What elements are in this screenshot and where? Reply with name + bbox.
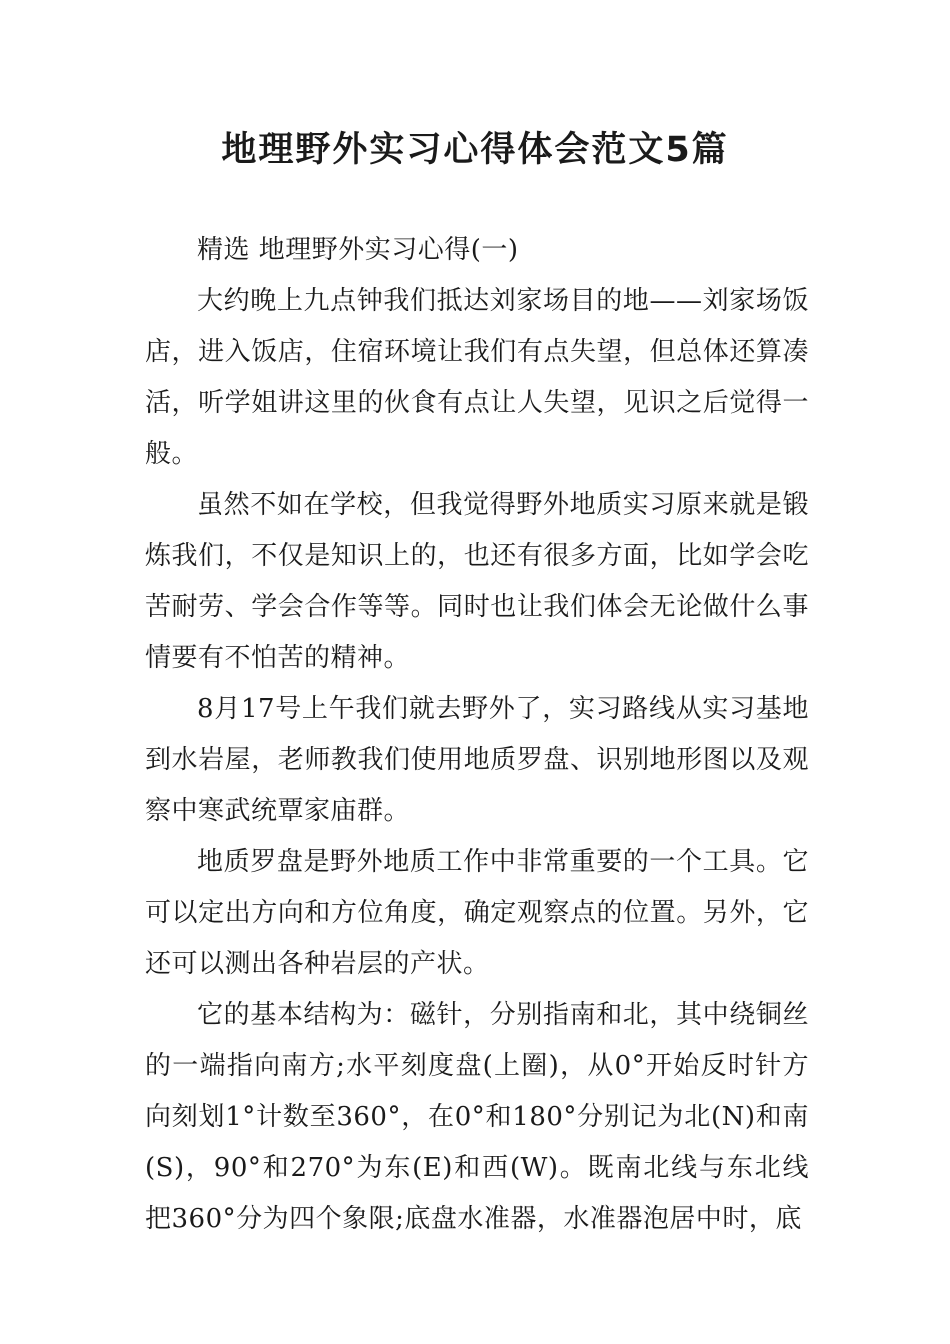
paragraph-3: 8月17号上午我们就去野外了，实习路线从实习基地到水岩屋，老师教我们使用地质罗盘、识别地形图以及观察中寒武统覃家庙群。 xyxy=(145,694,809,826)
paragraph-5: 它的基本结构为：磁针，分别指南和北，其中绕铜丝的一端指向南方;水平刻度盘(上圈)，从0°开始反时针方向刻划1°计数至360°，在0°和180°分别记为北(N)和南(S)，90°和270°为东(E)和西(W)。既南北线与东北线把360°分为四个象限;底盘水准器，水准器泡居中时，底 xyxy=(145,1000,809,1234)
section-heading: 精选 地理野外实习心得(一) xyxy=(197,235,519,265)
paragraph-4: 地质罗盘是野外地质工作中非常重要的一个工具。它可以定出方向和方位角度，确定观察点的位置。另外，它还可以测出各种岩层的产状。 xyxy=(145,847,809,979)
paragraph-2: 虽然不如在学校，但我觉得野外地质实习原来就是锻炼我们，不仅是知识上的，也还有很多方面，比如学会吃苦耐劳、学会合作等等。同时也让我们体会无论做什么事情要有不怕苦的精神。 xyxy=(145,490,809,673)
document-title: 地理野外实习心得体会范文5篇 xyxy=(221,130,729,170)
document-body xyxy=(145,225,809,1245)
paragraph-1: 大约晚上九点钟我们抵达刘家场目的地——刘家场饭店，进入饭店，住宿环境让我们有点失望，但总体还算凑活，听学姐讲这里的伙食有点让人失望，见识之后觉得一般。 xyxy=(145,286,809,469)
